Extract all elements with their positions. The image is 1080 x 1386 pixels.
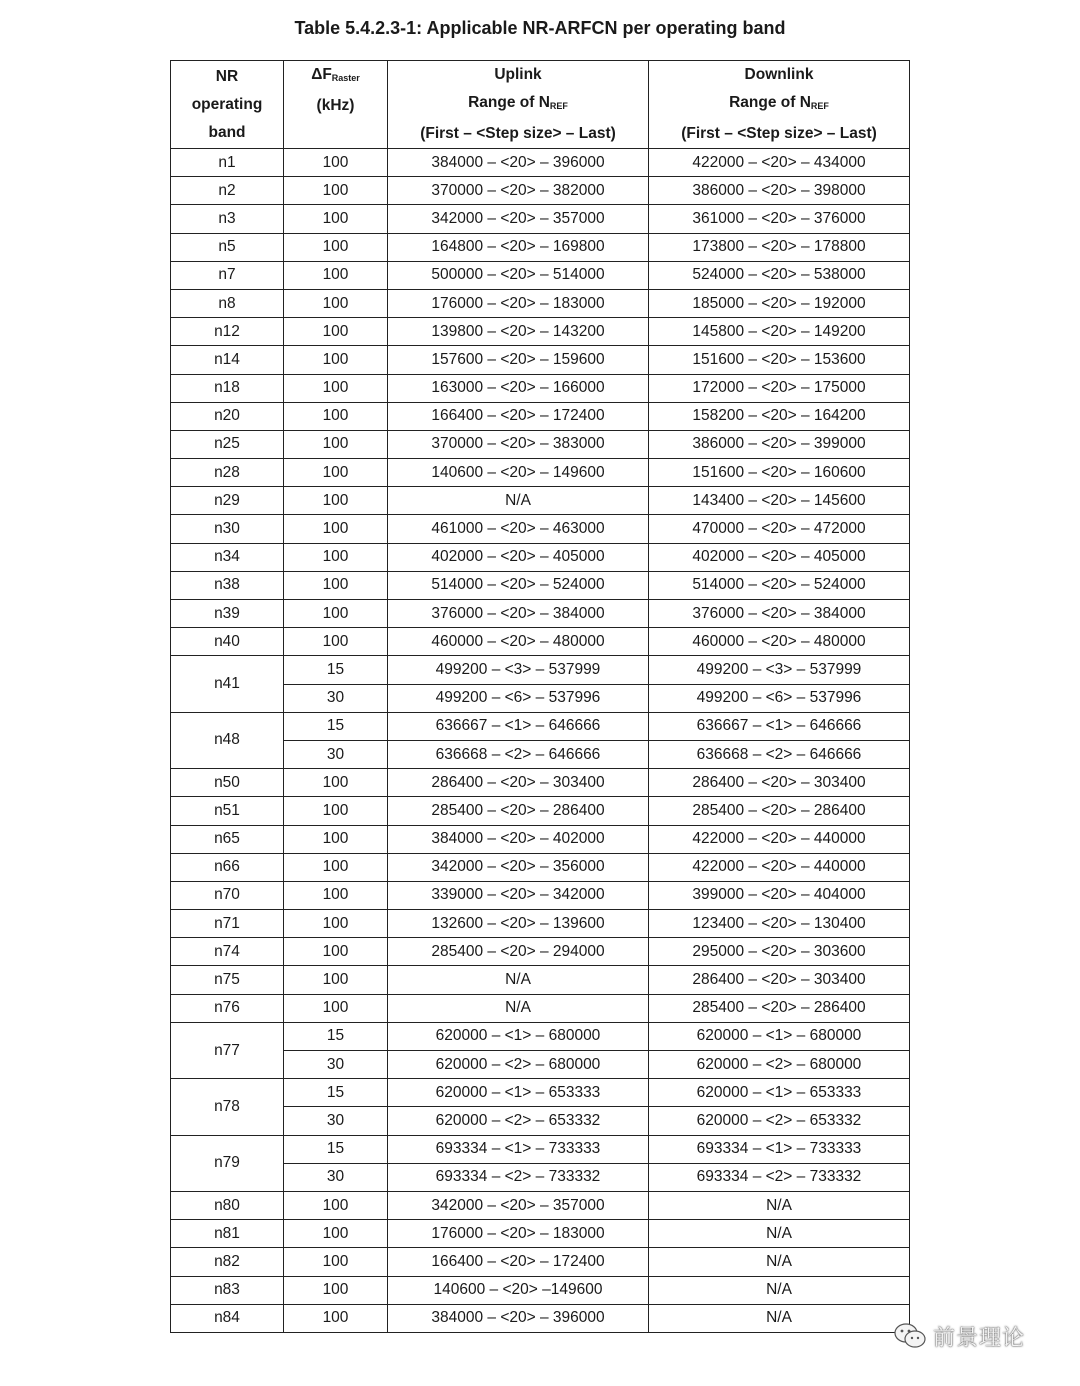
cell-raster: 100 [284,459,388,487]
cell-uplink: 636667 – <1> – 646666 [388,712,649,740]
cell-downlink: 422000 – <20> – 440000 [649,853,910,881]
table-title: Table 5.4.2.3-1: Applicable NR-ARFCN per operating band [294,18,786,38]
cell-raster: 100 [284,571,388,599]
table-body [171,149,910,1333]
header-band [171,61,284,149]
cell-band: n71 [171,910,284,938]
cell-uplink: 460000 – <20> – 480000 [388,628,649,656]
cell-raster: 15 [284,712,388,740]
cell-uplink: 620000 – <2> – 653332 [388,1107,649,1135]
cell-raster: 15 [284,656,388,684]
cell-raster: 100 [284,938,388,966]
cell-downlink: 620000 – <1> – 680000 [649,1022,910,1050]
cell-band: n29 [171,487,284,515]
cell-uplink: 339000 – <20> – 342000 [388,881,649,909]
table-row [171,769,910,797]
cell-raster: 30 [284,684,388,712]
table-row [171,487,910,515]
table-row [171,938,910,966]
cell-raster: 100 [284,769,388,797]
cell-uplink: 500000 – <20> – 514000 [388,261,649,289]
header-uplink-note: (First – <Step size> – Last) [420,125,616,142]
cell-raster: 100 [284,346,388,374]
cell-raster: 100 [284,1248,388,1276]
cell-uplink: 342000 – <20> – 356000 [388,853,649,881]
cell-raster: 100 [284,261,388,289]
cell-uplink: 461000 – <20> – 463000 [388,515,649,543]
cell-band: n7 [171,261,284,289]
table-row [171,515,910,543]
cell-uplink: 157600 – <20> – 159600 [388,346,649,374]
cell-band: n66 [171,853,284,881]
cell-raster: 100 [284,233,388,261]
cell-downlink: 470000 – <20> – 472000 [649,515,910,543]
cell-band: n25 [171,430,284,458]
cell-raster: 100 [284,1220,388,1248]
cell-raster: 30 [284,1163,388,1191]
table-row [171,1022,910,1050]
cell-band: n51 [171,797,284,825]
cell-raster: 100 [284,487,388,515]
header-raster-unit: (kHz) [316,97,355,114]
cell-uplink: 286400 – <20> – 303400 [388,769,649,797]
cell-raster: 100 [284,374,388,402]
watermark [893,1316,1025,1356]
cell-raster: 100 [284,430,388,458]
table-row [171,825,910,853]
cell-band: n2 [171,177,284,205]
cell-uplink: 636668 – <2> – 646666 [388,740,649,768]
table-row [171,318,910,346]
cell-band: n12 [171,318,284,346]
cell-raster: 15 [284,1135,388,1163]
table-row [171,177,910,205]
cell-downlink: 285400 – <20> – 286400 [649,994,910,1022]
cell-raster: 100 [284,966,388,994]
cell-uplink: 693334 – <2> – 733332 [388,1163,649,1191]
cell-raster: 100 [284,318,388,346]
cell-uplink: 166400 – <20> – 172400 [388,1248,649,1276]
cell-uplink: 402000 – <20> – 405000 [388,543,649,571]
cell-downlink: 145800 – <20> – 149200 [649,318,910,346]
cell-band: n41 [171,656,284,712]
cell-raster: 100 [284,994,388,1022]
header-downlink-note: (First – <Step size> – Last) [681,125,877,142]
cell-downlink: N/A [649,1248,910,1276]
cell-band: n39 [171,600,284,628]
cell-downlink: 286400 – <20> – 303400 [649,966,910,994]
table-row [171,1276,910,1304]
header-uplink [388,61,649,149]
table-row [171,656,910,684]
cell-uplink: 176000 – <20> – 183000 [388,289,649,317]
cell-downlink: 386000 – <20> – 398000 [649,177,910,205]
cell-downlink: 361000 – <20> – 376000 [649,205,910,233]
cell-downlink: 151600 – <20> – 153600 [649,346,910,374]
cell-band: n38 [171,571,284,599]
header-raster-symbol: $\Delta F_{Raster}$ [311,66,360,83]
cell-uplink: 384000 – <20> – 396000 [388,1304,649,1332]
cell-band: n1 [171,149,284,177]
table-row [171,853,910,881]
cell-uplink: 370000 – <20> – 382000 [388,177,649,205]
cell-band: n79 [171,1135,284,1191]
cell-band: n82 [171,1248,284,1276]
cell-uplink: 499200 – <6> – 537996 [388,684,649,712]
table-row [171,797,910,825]
cell-raster: 100 [284,289,388,317]
cell-downlink: N/A [649,1220,910,1248]
table-row [171,1304,910,1332]
cell-downlink: 151600 – <20> – 160600 [649,459,910,487]
cell-raster: 100 [284,543,388,571]
table-row [171,205,910,233]
cell-uplink: 342000 – <20> – 357000 [388,205,649,233]
cell-uplink: 384000 – <20> – 402000 [388,825,649,853]
cell-downlink: 173800 – <20> – 178800 [649,233,910,261]
cell-raster: 100 [284,149,388,177]
cell-downlink: 514000 – <20> – 524000 [649,571,910,599]
cell-band: n75 [171,966,284,994]
table-row [171,233,910,261]
cell-raster: 100 [284,402,388,430]
cell-downlink: 620000 – <1> – 653333 [649,1079,910,1107]
header-downlink-range: Range of $N_{REF}$ [729,94,829,111]
cell-uplink: 620000 – <2> – 680000 [388,1051,649,1079]
table-row [171,994,910,1022]
table-row [171,1191,910,1219]
cell-raster: 100 [284,910,388,938]
cell-downlink: 123400 – <20> – 130400 [649,910,910,938]
cell-downlink: 295000 – <20> – 303600 [649,938,910,966]
cell-downlink: 376000 – <20> – 384000 [649,600,910,628]
table-row [171,374,910,402]
table-row [171,402,910,430]
cell-raster: 15 [284,1022,388,1050]
cell-uplink: N/A [388,487,649,515]
cell-raster: 30 [284,1107,388,1135]
table-row [171,1135,910,1163]
table-row [171,600,910,628]
table-row [171,289,910,317]
cell-band: n48 [171,712,284,768]
cell-uplink: 166400 – <20> – 172400 [388,402,649,430]
cell-raster: 100 [284,515,388,543]
watermark-text: 前景理论 [933,1325,1026,1351]
cell-raster: 100 [284,825,388,853]
cell-uplink: 342000 – <20> – 357000 [388,1191,649,1219]
cell-band: n34 [171,543,284,571]
cell-downlink: 422000 – <20> – 440000 [649,825,910,853]
cell-band: n5 [171,233,284,261]
cell-uplink: N/A [388,966,649,994]
table-row [171,261,910,289]
header-uplink-title: Uplink [494,66,542,83]
cell-downlink: 158200 – <20> – 164200 [649,402,910,430]
header-band-line: operating [191,95,263,113]
cell-raster: 30 [284,1051,388,1079]
cell-band: n81 [171,1220,284,1248]
cell-downlink: N/A [649,1276,910,1304]
cell-downlink: 499200 – <3> – 537999 [649,656,910,684]
cell-downlink: 524000 – <20> – 538000 [649,261,910,289]
cell-raster: 100 [284,628,388,656]
cell-uplink: 176000 – <20> – 183000 [388,1220,649,1248]
header-raster [284,61,388,149]
cell-band: n77 [171,1022,284,1078]
cell-downlink: 620000 – <2> – 653332 [649,1107,910,1135]
cell-downlink: 422000 – <20> – 434000 [649,149,910,177]
cell-downlink: 499200 – <6> – 537996 [649,684,910,712]
table-row [171,571,910,599]
cell-downlink: 693334 – <1> – 733333 [649,1135,910,1163]
table-header-row [171,61,910,149]
cell-uplink: 514000 – <20> – 524000 [388,571,649,599]
cell-band: n74 [171,938,284,966]
cell-raster: 100 [284,600,388,628]
cell-uplink: N/A [388,994,649,1022]
table-row [171,910,910,938]
cell-downlink: 386000 – <20> – 399000 [649,430,910,458]
table-row [171,430,910,458]
table-row [171,459,910,487]
table-row [171,712,910,740]
cell-raster: 100 [284,881,388,909]
table-row [171,346,910,374]
cell-downlink: N/A [649,1304,910,1332]
cell-band: n20 [171,402,284,430]
cell-uplink: 164800 – <20> – 169800 [388,233,649,261]
table-row [171,966,910,994]
cell-raster: 100 [284,1304,388,1332]
cell-raster: 100 [284,797,388,825]
cell-uplink: 163000 – <20> – 166000 [388,374,649,402]
cell-band: n14 [171,346,284,374]
cell-band: n70 [171,881,284,909]
cell-band: n8 [171,289,284,317]
cell-band: n18 [171,374,284,402]
cell-band: n30 [171,515,284,543]
cell-band: n78 [171,1079,284,1135]
cell-downlink: 399000 – <20> – 404000 [649,881,910,909]
header-downlink-title: Downlink [744,66,814,83]
cell-downlink: 143400 – <20> – 145600 [649,487,910,515]
header-band-line: NR [215,67,239,85]
cell-band: n80 [171,1191,284,1219]
table-row [171,1079,910,1107]
cell-band: n28 [171,459,284,487]
cell-downlink: 636668 – <2> – 646666 [649,740,910,768]
cell-raster: 30 [284,740,388,768]
wechat-bubble-icon [893,1321,927,1351]
table-row [171,543,910,571]
cell-band: n50 [171,769,284,797]
cell-downlink: 693334 – <2> – 733332 [649,1163,910,1191]
cell-uplink: 285400 – <20> – 286400 [388,797,649,825]
cell-uplink: 285400 – <20> – 294000 [388,938,649,966]
cell-uplink: 620000 – <1> – 680000 [388,1022,649,1050]
cell-uplink: 140600 – <20> – 149600 [388,459,649,487]
cell-downlink: 185000 – <20> – 192000 [649,289,910,317]
table-row [171,1248,910,1276]
header-downlink [649,61,910,149]
cell-band: n83 [171,1276,284,1304]
table-row [171,628,910,656]
cell-downlink: N/A [649,1191,910,1219]
cell-uplink: 620000 – <1> – 653333 [388,1079,649,1107]
cell-raster: 100 [284,205,388,233]
cell-band: n3 [171,205,284,233]
table-row [171,1220,910,1248]
cell-downlink: 172000 – <20> – 175000 [649,374,910,402]
cell-uplink: 139800 – <20> – 143200 [388,318,649,346]
cell-uplink: 499200 – <3> – 537999 [388,656,649,684]
cell-downlink: 460000 – <20> – 480000 [649,628,910,656]
cell-band: n40 [171,628,284,656]
cell-downlink: 636667 – <1> – 646666 [649,712,910,740]
cell-uplink: 384000 – <20> – 396000 [388,149,649,177]
header-band-line: band [208,123,246,141]
cell-downlink: 402000 – <20> – 405000 [649,543,910,571]
cell-band: n65 [171,825,284,853]
table-row [171,881,910,909]
cell-uplink: 132600 – <20> – 139600 [388,910,649,938]
cell-band: n84 [171,1304,284,1332]
cell-uplink: 370000 – <20> – 383000 [388,430,649,458]
cell-raster: 100 [284,853,388,881]
table-row [171,149,910,177]
cell-raster: 100 [284,1276,388,1304]
cell-downlink: 285400 – <20> – 286400 [649,797,910,825]
cell-raster: 15 [284,1079,388,1107]
cell-downlink: 286400 – <20> – 303400 [649,769,910,797]
cell-uplink: 376000 – <20> – 384000 [388,600,649,628]
cell-raster: 100 [284,1191,388,1219]
arfcn-table [170,60,910,1333]
cell-raster: 100 [284,177,388,205]
cell-uplink: 140600 – <20> –149600 [388,1276,649,1304]
cell-downlink: 620000 – <2> – 680000 [649,1051,910,1079]
cell-band: n76 [171,994,284,1022]
header-uplink-range: Range of $N_{REF}$ [468,94,568,111]
cell-uplink: 693334 – <1> – 733333 [388,1135,649,1163]
